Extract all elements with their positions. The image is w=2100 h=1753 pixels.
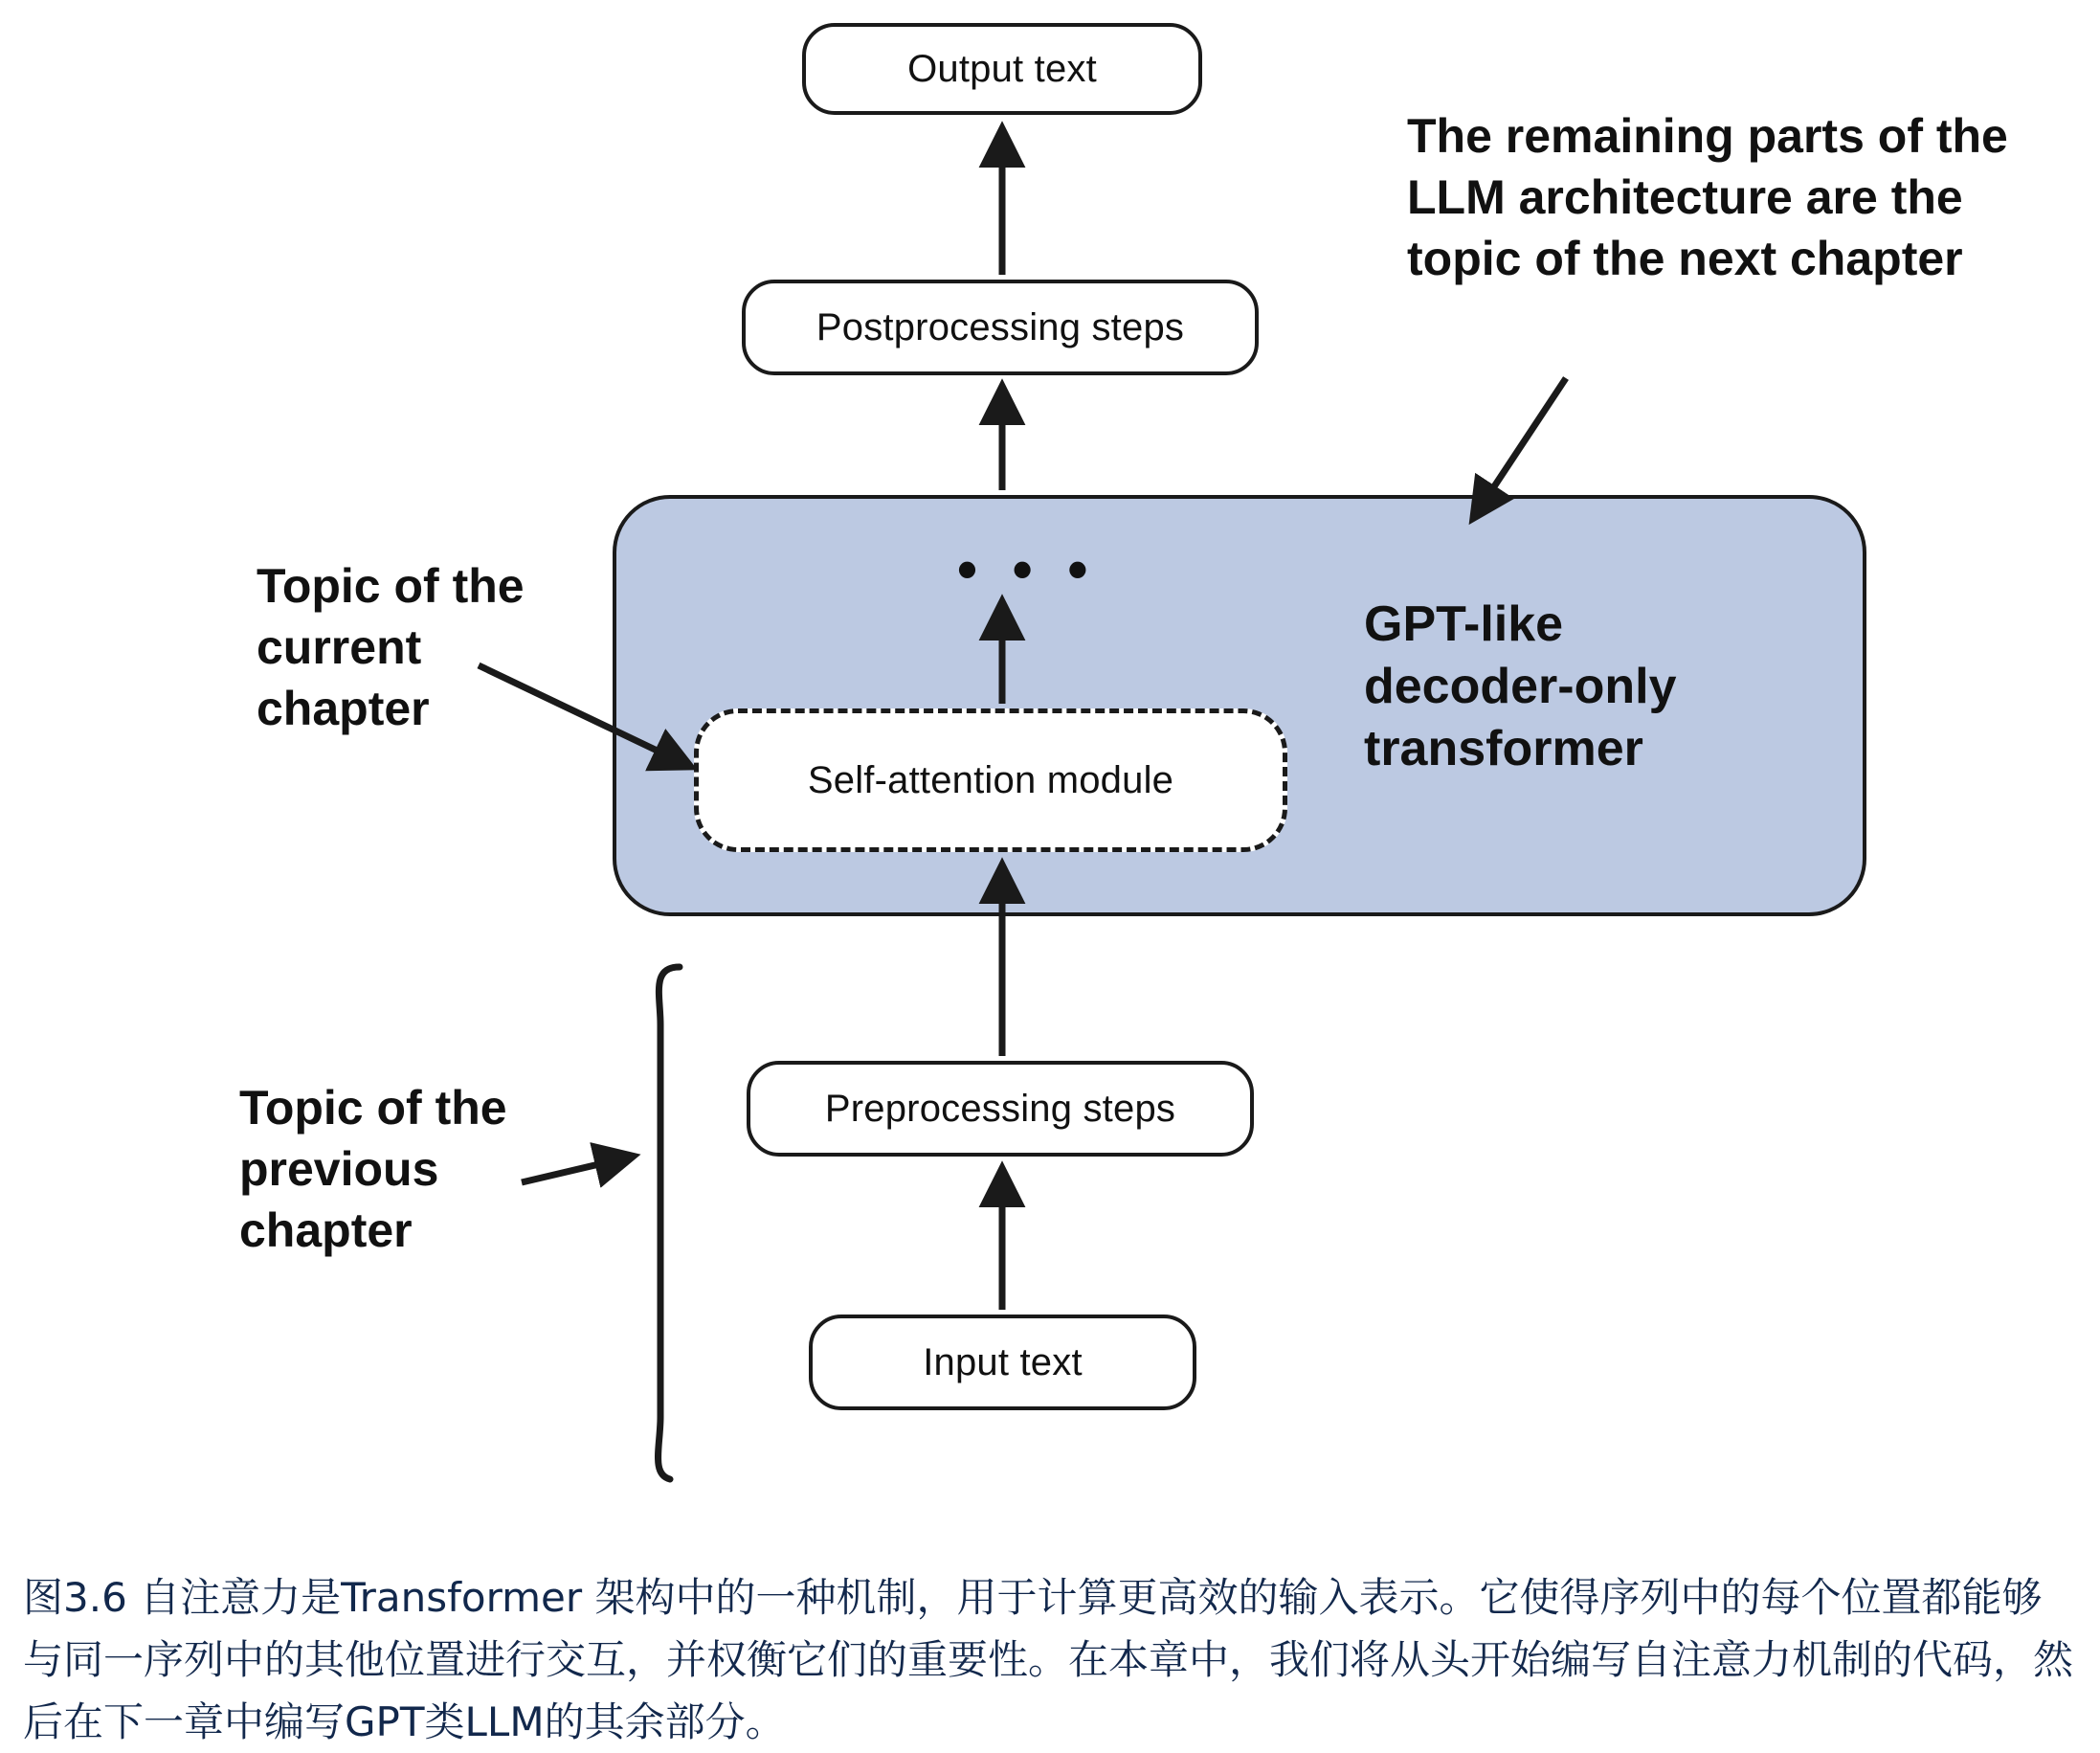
node-self-attention-module: Self-attention module bbox=[694, 708, 1287, 852]
transformer-panel-label bbox=[1364, 594, 1862, 780]
node-preprocessing-steps: Preprocessing steps bbox=[747, 1061, 1254, 1157]
callout-next-chapter-line-2: LLM architecture are the bbox=[1407, 170, 1963, 224]
figure-caption: 图3.6 自注意力是Transformer 架构中的一种机制，用于计算更高效的输入表示。它使得序列中的每个位置都能够与同一序列中的其他位置进行交互，并权衡它们的重要性。在本章中，我们将从头开始编写自注意力机制的代码，然后在下一章中编写GPT类LLM的其余部分。 bbox=[23, 1574, 2074, 1746]
callout-current-chapter-line-2: current bbox=[257, 620, 422, 674]
callout-current-chapter-line-3: chapter bbox=[257, 682, 430, 735]
callout-current-chapter bbox=[257, 555, 659, 739]
bracket-previous-chapter-group bbox=[659, 967, 681, 1479]
callout-current-chapter-line-1: Topic of the bbox=[257, 559, 525, 613]
callout-next-chapter bbox=[1407, 105, 2077, 289]
callout-previous-chapter-line-3: chapter bbox=[239, 1203, 413, 1257]
callout-previous-chapter-line-2: previous bbox=[239, 1142, 439, 1196]
node-postprocessing-steps: Postprocessing steps bbox=[742, 280, 1259, 375]
callout-previous-chapter-line-1: Topic of the bbox=[239, 1081, 507, 1135]
callout-next-chapter-line-3: topic of the next chapter bbox=[1407, 232, 1963, 285]
callout-next-chapter-line-1: The remaining parts of the bbox=[1407, 109, 2008, 163]
panel-label-line-3: transformer bbox=[1364, 721, 1643, 776]
ellipsis-indicator: • • • bbox=[957, 537, 1098, 601]
panel-label-line-1: GPT-like bbox=[1364, 596, 1564, 652]
panel-label-line-2: decoder-only bbox=[1364, 659, 1677, 714]
node-input-text: Input text bbox=[809, 1315, 1196, 1410]
callout-previous-chapter bbox=[239, 1077, 641, 1261]
node-output-text: Output text bbox=[802, 23, 1202, 115]
